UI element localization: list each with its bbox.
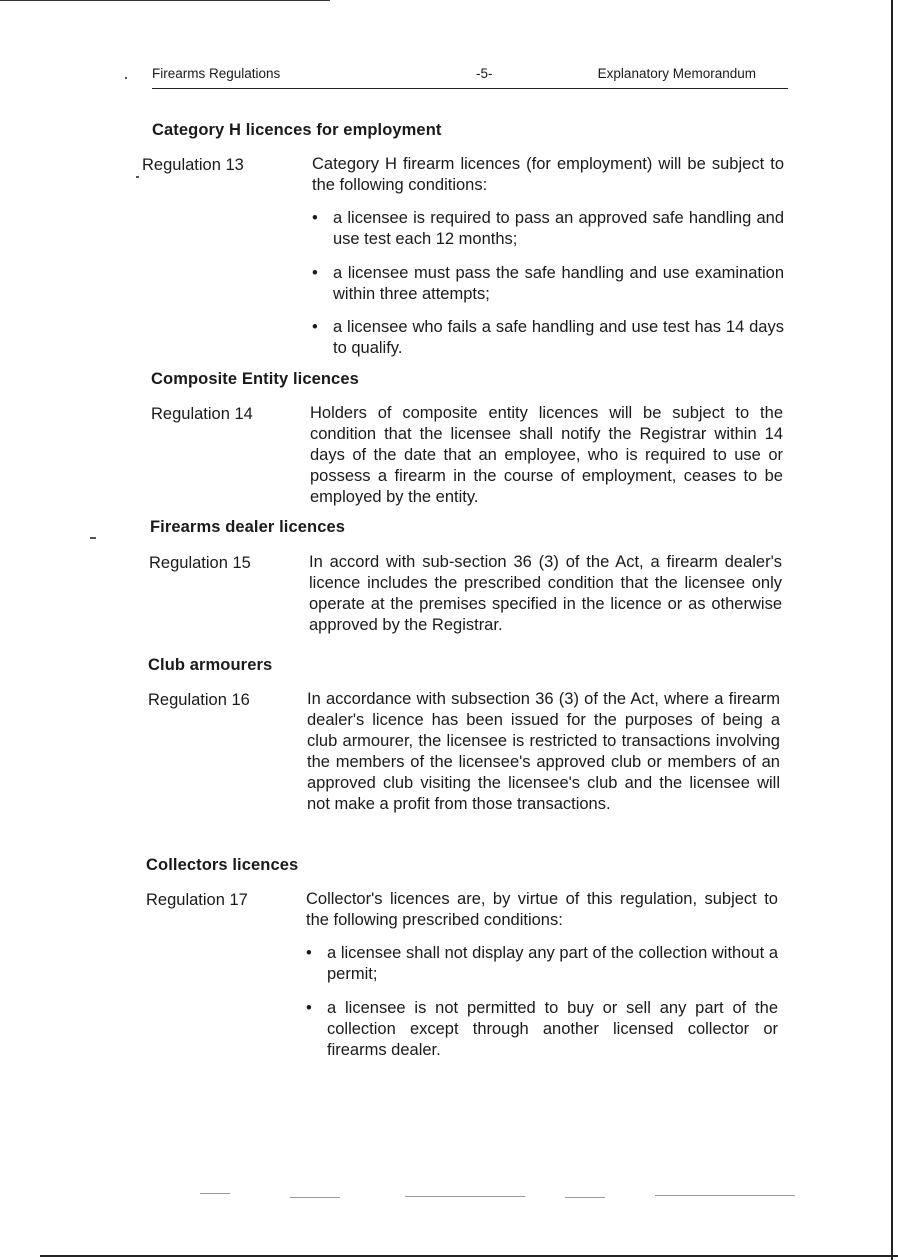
regulation-17-bullet: • a licensee is not permitted to buy or sell any part of the collection except through another licensed collector or firearms dealer. [306,999,778,1059]
regulation-label-17: Regulation 17 [146,891,248,909]
regulation-label-15: Regulation 15 [149,554,251,572]
header-document-title: Firearms Regulations [152,66,281,81]
section-heading-club-armourers: Club armourers [148,656,273,674]
scan-speck [655,1195,795,1196]
regulation-17-bullet: • a licensee shall not display any part of the collection without a permit; [306,944,778,983]
scan-edge-right [891,0,893,1260]
regulation-16-text: In accordance with subsection 36 (3) of the Act, where a firearm dealer's licence has been issued for the purposes of being a club armourer, the licensee is restricted to transactions involving the members of the licensee's approved club or members of an approved club visiting the licensee's club and the licensee will not make a profit from those transactions. [307,690,780,813]
section-heading-collectors: Collectors licences [146,856,299,874]
page-header [152,66,788,89]
scan-speck [90,537,96,539]
bullet-dot: • [312,209,318,227]
scan-speck [125,77,127,79]
regulation-15-text: In accord with sub-section 36 (3) of the Act, a firearm dealer's licence includes the prescribed condition that the licensee only operate at the premises specified in the licence or as otherwise approved by the Registrar. [309,553,782,634]
regulation-13-bullet: • a licensee is required to pass an approved safe handling and use test each 12 months; [312,209,784,248]
scan-speck [136,176,139,178]
header-memorandum-label: Explanatory Memorandum [597,66,756,81]
bullet-dot: • [306,944,312,962]
scan-edge-top [0,0,330,1]
scan-edge-bottom [40,1255,898,1257]
bullet-dot: • [312,318,318,336]
section-heading-category-h: Category H licences for employment [152,121,442,139]
bullet-dot: • [306,999,312,1017]
regulation-13-bullet: • a licensee who fails a safe handling and use test has 14 days to qualify. [312,318,784,357]
regulation-label-16: Regulation 16 [148,691,250,709]
scan-speck [565,1197,605,1198]
regulation-label-14: Regulation 14 [151,405,253,423]
header-page-number: -5- [476,66,493,81]
regulation-14-text: Holders of composite entity licences will be subject to the condition that the licensee shall notify the Registrar within 14 days of the date that an employee, who is required to use or possess a firearm in the course of employment, ceases to be employed by the entity. [310,404,783,506]
scan-speck [405,1196,525,1197]
regulation-13-bullet: • a licensee must pass the safe handling and use examination within three attempts; [312,264,784,303]
regulation-13-text: Category H firearm licences (for employment) will be subject to the following conditions: [312,155,784,194]
scan-speck [290,1197,340,1198]
bullet-dot: • [312,264,318,282]
regulation-17-text: Collector's licences are, by virtue of this regulation, subject to the following prescribed conditions: [306,890,778,929]
regulation-label-13: Regulation 13 [142,156,244,174]
section-heading-firearms-dealer: Firearms dealer licences [150,518,346,536]
scan-speck [200,1193,230,1194]
section-heading-composite-entity: Composite Entity licences [151,370,359,388]
